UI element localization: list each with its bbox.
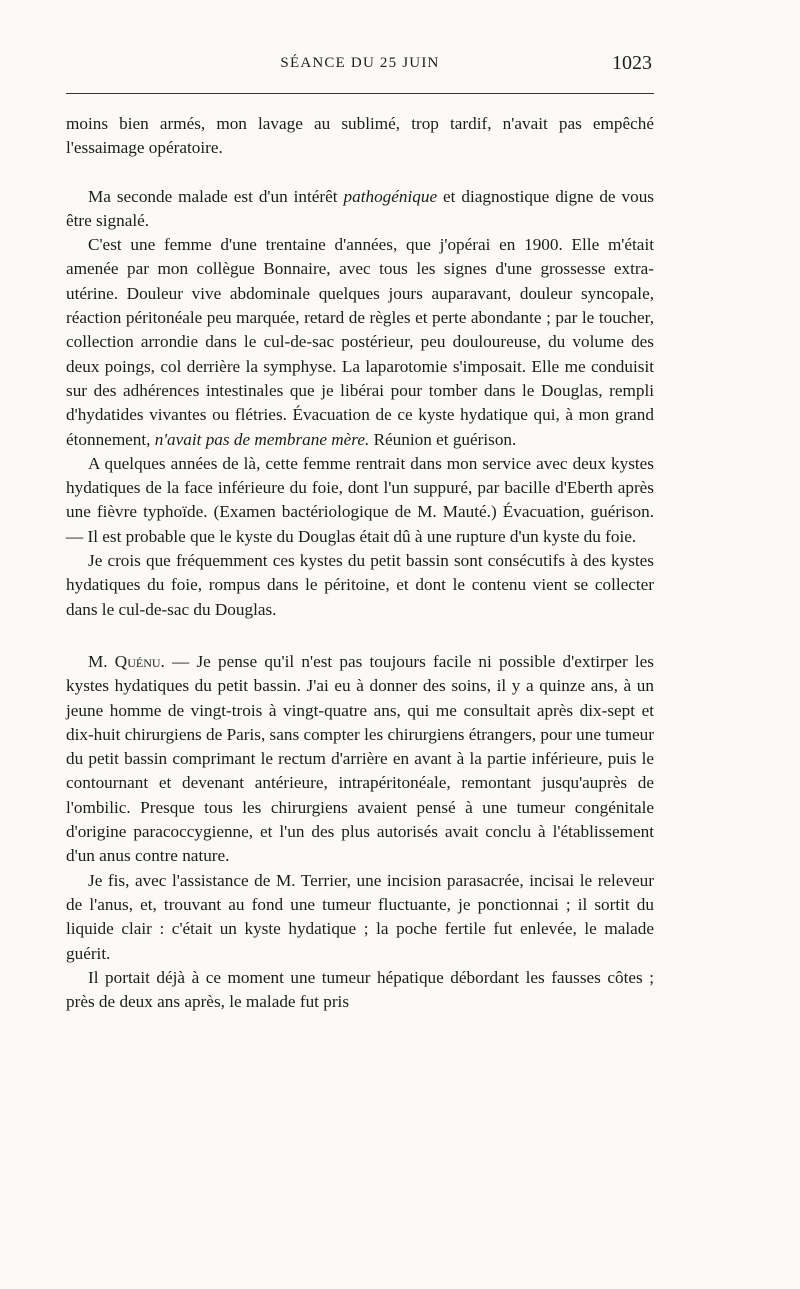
paragraph-3-before: C'est une femme d'une trentaine d'années, que j'opérai en 1900. Elle m'était amenée par mon collègue Bonnaire, avec tous les signes d'une grossesse extra-utérine. Douleur vive abdominale quelques jours auparavant, douleur syncopale, réaction péritonéale peu marquée, retard de règles et perte abondante ; par le toucher, collection arrondie dans le cul-de-sac postérieur, peu douloureuse, du volume des deux poings, col derrière la symphyse. La laparotomie s'imposait. Elle me conduisit sur des adhérences intestinales que je libérai pour tomber dans le Douglas, rempli d'hydatides vivantes ou flétries. Évacuation de ce kyste hydatique qui, à mon grand étonnement, bbox=[66, 235, 654, 449]
header-rule bbox=[66, 93, 654, 94]
paragraph-2-after: et diagnostique digne de vous être signalé. bbox=[66, 186, 654, 230]
paragraph-2 bbox=[66, 185, 654, 234]
page-number: 1023 bbox=[612, 52, 652, 74]
paragraph-2-emphasis: pathogénique bbox=[343, 186, 438, 206]
paragraph-6-text: . — Je pense qu'il n'est pas toujours facile ni possible d'extirper les kystes hydatiques du petit bassin. J'ai eu à donner des soins, il y a quinze ans, à un jeune homme de vingt-trois à vingt-quatre ans, qui me consultait après dix-sept et dix-huit chirurgiens de Paris, sans compter les chirurgiens étrangers, pour une tumeur du petit bassin comprimant le rectum d'arrière en avant à la partie inférieure, puis le contournant et devenant antérieure, intrapéritonéale, remontant jusqu'auprès de l'ombilic. Presque tous les chirurgiens avaient pensé à une tumeur congénitale d'origine paracoccygienne, et l'un des plus autorisés avait conclu à l'établissement d'un anus contre nature. bbox=[66, 651, 654, 866]
speaker-prefix: M. bbox=[88, 651, 115, 671]
paragraph-1: moins bien armés, mon lavage au sublimé, trop tardif, n'avait pas empêché l'essaimage opératoire. bbox=[66, 114, 654, 158]
paragraph-3 bbox=[66, 233, 654, 452]
speaker-name: Quénu bbox=[114, 651, 161, 671]
paragraph-2-before: Ma seconde malade est d'un intérêt bbox=[88, 186, 344, 206]
paragraph-7: Je fis, avec l'assistance de M. Terrier, une incision parasacrée, incisai le releveur de l'anus, et, trouvant au fond une tumeur fluctuante, je ponctionnai ; il sortit du liquide clair : c'était un kyste hydatique ; la poche fertile fut enlevée, le malade guérit. bbox=[66, 870, 654, 963]
paragraph-8: Il portait déjà à ce moment une tumeur hépatique débordant les fausses côtes ; près de deux ans après, le malade fut pris bbox=[66, 967, 654, 1012]
paragraph-4: A quelques années de là, cette femme rentrait dans mon service avec deux kystes hydatiques de la face inférieure du foie, dont l'un suppuré, par bacille d'Eberth après une fièvre typhoïde. (Examen bactériologique de M. Mauté.) Évacuation, guérison. — Il est probable que le kyste du Douglas était dû à une rupture d'un kyste du foie. bbox=[66, 453, 654, 546]
paragraph-6 bbox=[66, 650, 654, 869]
paragraph-3-after: Réunion et guérison. bbox=[369, 429, 517, 449]
paragraph-3-emphasis: n'avait pas de membrane mère. bbox=[154, 429, 370, 449]
running-title: SÉANCE DU 25 JUIN bbox=[280, 55, 440, 71]
page-header bbox=[66, 52, 654, 78]
paragraph-5: Je crois que fréquemment ces kystes du petit bassin sont consécutifs à des kystes hydatiques du foie, rompus dans le péritoine, et dont le contenu vient se collecter dans le cul-de-sac du Douglas. bbox=[66, 551, 654, 619]
body-text bbox=[66, 112, 654, 1014]
